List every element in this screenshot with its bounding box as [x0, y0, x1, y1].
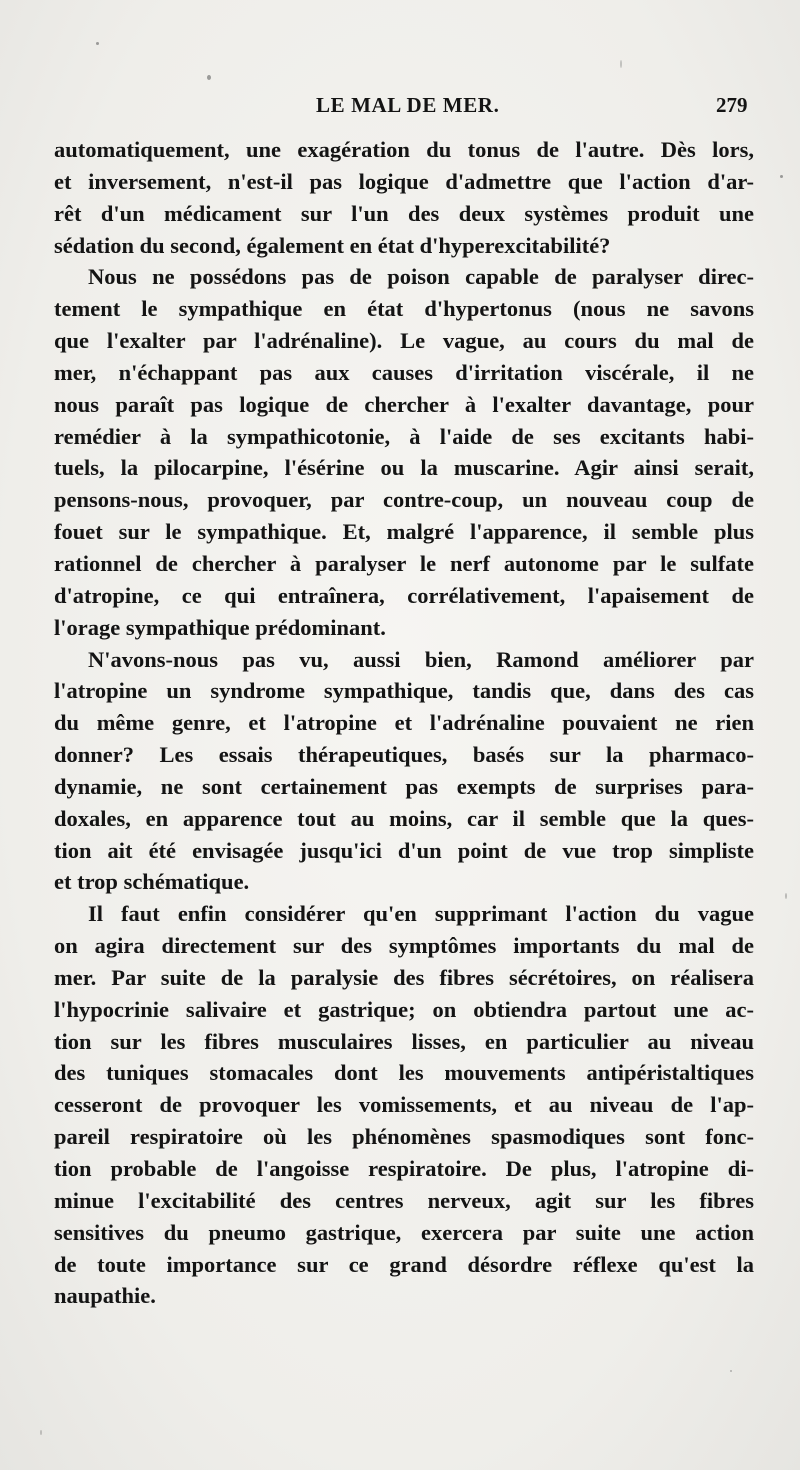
- text-line: automatiquement, une exagération du tonus de l'autre. Dès lors,: [54, 137, 754, 162]
- text-line: des tuniques stomacales dont les mouvements antipéristaltiques: [54, 1060, 754, 1086]
- paragraph-start-line: N'avons-nous pas vu, aussi bien, Ramond améliorer par: [88, 646, 754, 672]
- text-line: rêt d'un médicament sur l'un des deux systèmes produit une: [54, 200, 754, 226]
- text-line: tion probable de l'angoisse respiratoire. De plus, l'atropine di-: [54, 1156, 754, 1181]
- scan-speck: [207, 75, 211, 80]
- text-line: pareil respiratoire où les phénomènes spasmodiques sont fonc-: [54, 1124, 754, 1150]
- text-line: doxales, en apparence tout au moins, car il semble que la ques-: [54, 805, 754, 831]
- text-line: on agira directement sur des symptômes importants du mal de: [54, 933, 754, 959]
- text-line: sédation du second, également en état d'hyperexcitabilité?: [54, 232, 611, 258]
- text-line: tement le sympathique en état d'hypertonus (nous ne savons: [54, 296, 754, 322]
- text-line: que l'exalter par l'adrénaline). Le vague, au cours du mal de: [54, 328, 754, 354]
- text-line: sensitives du pneumo gastrique, exercera par suite une action: [54, 1219, 754, 1245]
- text-line: et inversement, n'est-il pas logique d'admettre que l'action d'ar-: [54, 168, 754, 194]
- text-line: du même genre, et l'atropine et l'adrénaline pouvaient ne rien: [54, 710, 754, 736]
- scan-speck: [40, 1430, 42, 1435]
- text-line: de toute importance sur ce grand désordre réflexe qu'est la: [54, 1251, 754, 1277]
- text-line: pensons-nous, provoquer, par contre-coup, un nouveau coup de: [54, 487, 754, 513]
- scan-speck: [785, 893, 787, 899]
- text-line: fouet sur le sympathique. Et, malgré l'apparence, il semble plus: [54, 519, 754, 545]
- text-line: dynamie, ne sont certainement pas exempts de surprises para-: [54, 773, 754, 799]
- text-line: naupathie.: [54, 1283, 156, 1309]
- page-number: 279: [716, 93, 748, 117]
- scan-speck: [730, 1370, 732, 1372]
- paragraph-start-line: Il faut enfin considérer qu'en supprimant l'action du vague: [88, 901, 754, 927]
- scan-speck: [780, 175, 783, 178]
- text-line: cesseront de provoquer les vomissements, et au niveau de l'ap-: [54, 1092, 754, 1118]
- text-line: mer. Par suite de la paralysie des fibres sécrétoires, on réalisera: [54, 964, 754, 990]
- text-line: donner? Les essais thérapeutiques, basés sur la pharmaco-: [54, 742, 754, 768]
- scan-speck: [620, 60, 622, 68]
- text-line: l'hypocrinie salivaire et gastrique; on obtiendra partout une ac-: [54, 996, 754, 1022]
- scan-speck: [96, 42, 99, 45]
- paragraph-start-line: Nous ne possédons pas de poison capable de paralyser direc-: [88, 264, 754, 290]
- text-line: tuels, la pilocarpine, l'ésérine ou la muscarine. Agir ainsi serait,: [54, 455, 754, 481]
- running-title: LE MAL DE MER.: [316, 93, 500, 117]
- text-line: remédier à la sympathicotonie, à l'aide de ses excitants habi-: [54, 423, 754, 449]
- text-line: et trop schématique.: [54, 869, 250, 895]
- body-text: [54, 134, 754, 1312]
- page-header: [0, 93, 800, 123]
- text-line: l'orage sympathique prédominant.: [54, 614, 386, 640]
- text-line: d'atropine, ce qui entraînera, corrélativement, l'apaisement de: [54, 582, 754, 608]
- text-line: l'atropine un syndrome sympathique, tandis que, dans des cas: [54, 678, 754, 704]
- text-line: minue l'excitabilité des centres nerveux, agit sur les fibres: [54, 1187, 754, 1213]
- text-line: mer, n'échappant pas aux causes d'irritation viscérale, il ne: [54, 359, 754, 385]
- text-line: rationnel de chercher à paralyser le nerf autonome par le sulfate: [54, 550, 754, 576]
- text-line: tion ait été envisagée jusqu'ici d'un point de vue trop simpliste: [54, 837, 754, 863]
- text-line: nous paraît pas logique de chercher à l'exalter davantage, pour: [54, 391, 754, 417]
- text-line: tion sur les fibres musculaires lisses, en particulier au niveau: [54, 1028, 754, 1054]
